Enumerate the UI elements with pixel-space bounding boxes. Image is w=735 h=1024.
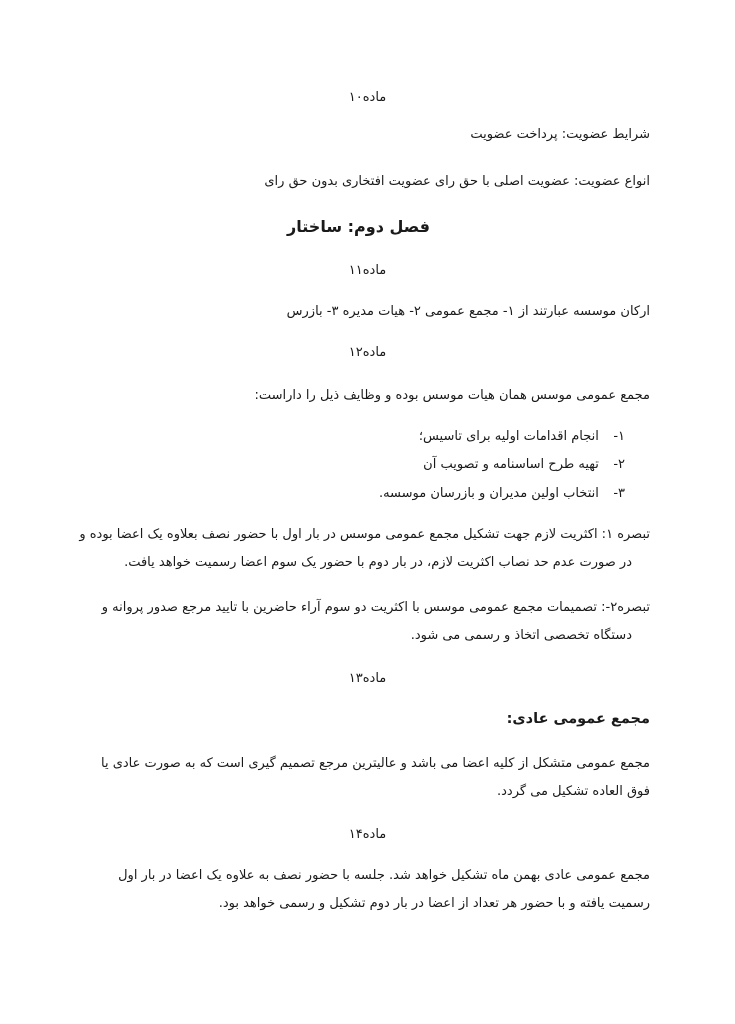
- article-13-heading: مجمع عمومی عادی:: [506, 711, 650, 727]
- note-1-line-1: تبصره ۱: اکثریت لازم جهت تشکیل مجمع عمومی موسس در بار اول با حضور نصف بعلاوه یک اعضا بوده و: [79, 527, 650, 542]
- article-11-label: ماده۱۱: [348, 263, 387, 278]
- article-13-label: ماده۱۳: [348, 671, 387, 686]
- article-10-label: ماده۱۰: [348, 90, 387, 105]
- list-item: [423, 456, 625, 474]
- article-12-label: ماده۱۲: [348, 345, 387, 360]
- article-11-text: ارکان موسسه عبارتند از ۱- مجمع عمومی ۲- هیات مدیره ۳- بازرس: [286, 304, 650, 319]
- article-14-text-line-1: مجمع عمومی عادی بهمن ماه تشکیل خواهد شد. جلسه با حضور نصف به علاوه یک اعضا در بار اول: [118, 868, 650, 883]
- article-13-text-line-2: فوق العاده تشکیل می گردد.: [497, 784, 650, 799]
- list-item-text: انجام اقدامات اولیه برای تاسیس؛: [418, 429, 599, 444]
- membership-types: انواع عضویت: عضویت اصلی با حق رای عضویت افتخاری بدون حق رای: [264, 174, 650, 189]
- list-item: [379, 485, 625, 503]
- list-item-number: ۲-: [613, 457, 625, 472]
- list-item: [419, 428, 625, 446]
- article-13-text-line-1: مجمع عمومی متشکل از کلیه اعضا می باشد و عالیترین مرجع تصمیم گیری است که به صورت عادی یا: [100, 756, 650, 771]
- article-12-intro: مجمع عمومی موسس همان هیات موسس بوده و وظایف ذیل را داراست:: [254, 388, 650, 403]
- list-item-text: انتخاب اولین مدیران و بازرسان موسسه.: [378, 486, 599, 501]
- chapter-2-title: فصل دوم: ساختار: [287, 217, 430, 236]
- note-2-line-2: دستگاه تخصصی اتخاذ و رسمی می شود.: [410, 628, 632, 643]
- article-14-label: ماده۱۴: [348, 827, 387, 842]
- article-14-text-line-2: رسمیت یافته و با حضور هر تعداد از اعضا در بار دوم تشکیل و رسمی خواهد بود.: [218, 896, 650, 911]
- list-item-number: ۳-: [613, 486, 625, 501]
- note-1-line-2: در صورت عدم حد نصاب اکثریت لازم، در بار دوم با حضور یک سوم اعضا رسمیت خواهد یافت.: [124, 555, 632, 570]
- list-item-number: ۱-: [613, 429, 625, 444]
- list-item-text: تهیه طرح اساسنامه و تصویب آن: [423, 457, 599, 472]
- membership-conditions: شرایط عضویت: پرداخت عضویت: [470, 127, 650, 142]
- note-2-line-1: تبصره۲-: تصمیمات مجمع عمومی موسس با اکثریت دو سوم آراء حاضرین با تایید مرجع صدور پروانه و: [101, 600, 650, 615]
